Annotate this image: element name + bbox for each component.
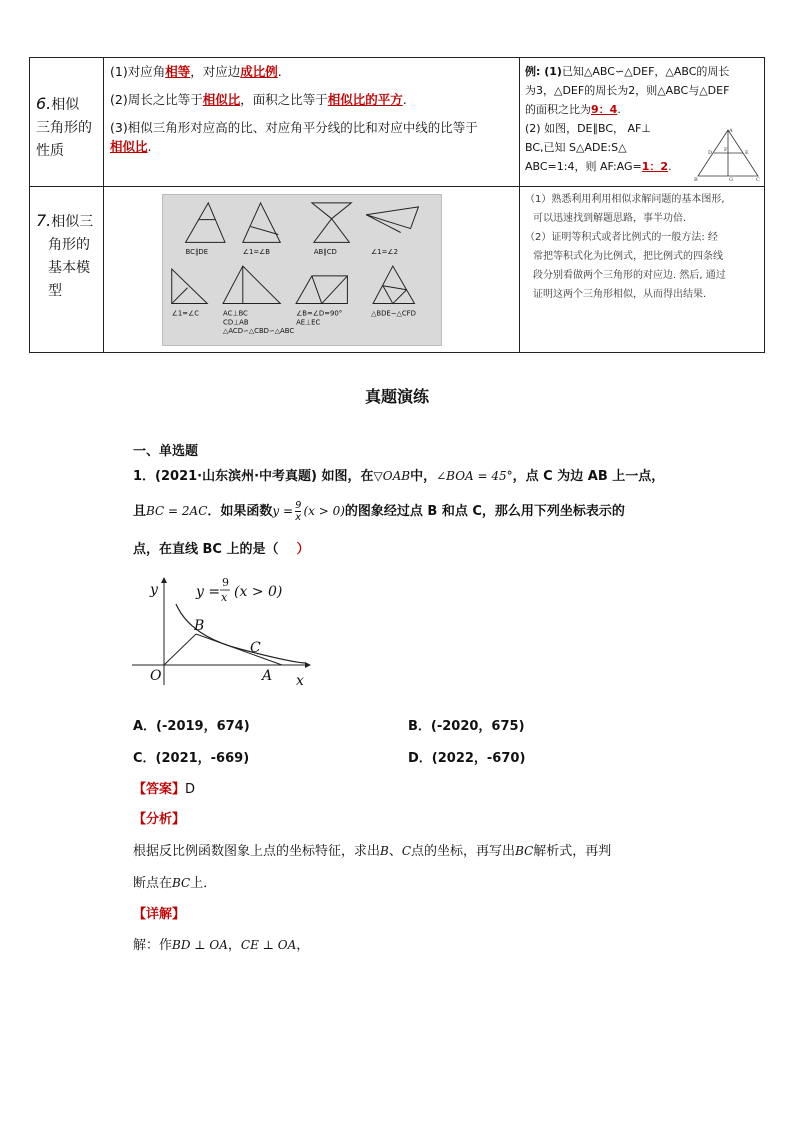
question-line-3: 点，在直线 BC 上的是（ ） [133, 542, 310, 557]
x-label: x [296, 673, 304, 689]
basic-models-photo [162, 194, 442, 346]
question-line-1: 1．(2021·山东滨州·中考真题) 如图，在▽OAB中，∠BOA = 45°，点 C 为边 AB 上一点， [133, 469, 665, 484]
point-c-label: C [250, 640, 261, 656]
property-1: (1)对应角相等，对应边成比例. [110, 64, 282, 79]
row2-number: 7. [36, 211, 52, 230]
func-label-den: x [221, 591, 228, 604]
row1-properties [110, 62, 515, 165]
answer-value: D [185, 782, 196, 797]
option-a: A．(-2019，674) [133, 719, 250, 734]
caption-model-4: ∠1=∠2 [371, 248, 398, 257]
question-type: 一、单选题 [133, 444, 199, 459]
row1-number: 6. [36, 94, 52, 113]
row2-head: 7.相似三 角形的 基本模 型 [36, 211, 94, 299]
row2-notes: （1）熟悉利用利用相似求解问题的基本图形, 可以迅速找到解题思路，事半功倍. （2）证明等积式或者比例式的一般方法: 经 常把等积式化为比例式，把比例式的四条线 段分别看做两个三角形的对应边. 然后, 通过 证明这两个三角形相似，从而得出结果. [525, 194, 726, 300]
func-label-y: y = [196, 584, 221, 600]
answer-tag: 【答案】 [133, 782, 186, 797]
fig-label-d: D [708, 150, 713, 156]
point-a-label: A [262, 668, 273, 684]
col-divider-2 [519, 58, 520, 352]
row-divider [30, 186, 764, 187]
func-label-num: 9 [222, 576, 229, 589]
caption-model-3: AB∥CD [313, 248, 337, 257]
fig-label-g: G [729, 177, 733, 182]
answer-line [133, 778, 195, 797]
caption-model-7b: AE⊥EC [296, 318, 321, 327]
basic-models-diagram [163, 195, 441, 345]
fig-label-f: F [724, 147, 728, 153]
origin-label: O [150, 668, 162, 684]
row1-head [30, 92, 103, 163]
option-b: B．(-2020，675) [408, 719, 525, 734]
caption-model-7a: ∠B=∠D=90° [296, 309, 343, 318]
row1-example: 例: (1)已知△ABC∽△DEF，△ABC的周长 为3，△DEF的周长为2，则△ABC与△DEF 的面积之比为9：4. (2) 如图，DE∥BC， AF⊥ BC,已知 S△ADE:S△ ABC=1:4，则 AF:AG=1：2. [525, 65, 730, 173]
caption-model-8: △BDE∽△CFD [371, 309, 416, 318]
question-graph [130, 570, 320, 690]
option-d: D．(2022，-670) [408, 751, 526, 766]
detail-tag: 【详解】 [133, 907, 186, 922]
caption-model-6c: △ACD∽△CBD∽△ABC [223, 327, 295, 336]
row1-head-line3: 性质 [36, 143, 64, 159]
y-label: y [150, 582, 158, 598]
row1-head-line1: 相似 [51, 97, 80, 113]
caption-model-6a: AC⊥BC [223, 309, 248, 318]
segment-ob [164, 634, 196, 665]
point-b-label: B [194, 618, 205, 634]
caption-model-6b: CD⊥AB [223, 318, 249, 327]
col-divider-1 [103, 58, 104, 352]
analysis-line-1: 根据反比例函数图象上点的坐标特征，求出B、C点的坐标，再写出BC解析式，再判 [133, 844, 612, 859]
segment-ba [196, 634, 282, 665]
caption-model-5: ∠1=∠C [171, 309, 200, 318]
question-line-2: 且BC = 2AC．如果函数y = $\frac{9}{x}$ (x > 0)的图象经过点 B 和点 C，那么用下列坐标表示的 [133, 500, 625, 523]
example-triangle-figure [694, 126, 762, 182]
func-label-cond: (x > 0) [234, 584, 283, 600]
fig-label-b: B [694, 177, 698, 182]
section-title: 真题演练 [364, 387, 429, 406]
detail-line-1: 解：作BD ⊥ OA，CE ⊥ OA， [133, 938, 310, 953]
analysis-tag: 【分析】 [133, 812, 186, 827]
fig-label-c: C [756, 177, 760, 182]
fig-label-a: A [729, 128, 733, 134]
fig-label-e: E [745, 150, 749, 156]
caption-model-1: BC∥DE [185, 248, 209, 257]
row1-head-line2: 三角形的 [36, 120, 92, 136]
property-2: (2)周长之比等于相似比，面积之比等于相似比的平方. [110, 92, 407, 107]
analysis-line-2: 断点在BC上． [133, 876, 217, 891]
property-3: (3)相似三角形对应高的比、对应角平分线的比和对应中线的比等于 相似比. [110, 120, 478, 154]
caption-model-2: ∠1=∠B [242, 248, 271, 257]
option-c: C．(2021，-669) [133, 751, 250, 766]
properties-table [29, 57, 765, 353]
